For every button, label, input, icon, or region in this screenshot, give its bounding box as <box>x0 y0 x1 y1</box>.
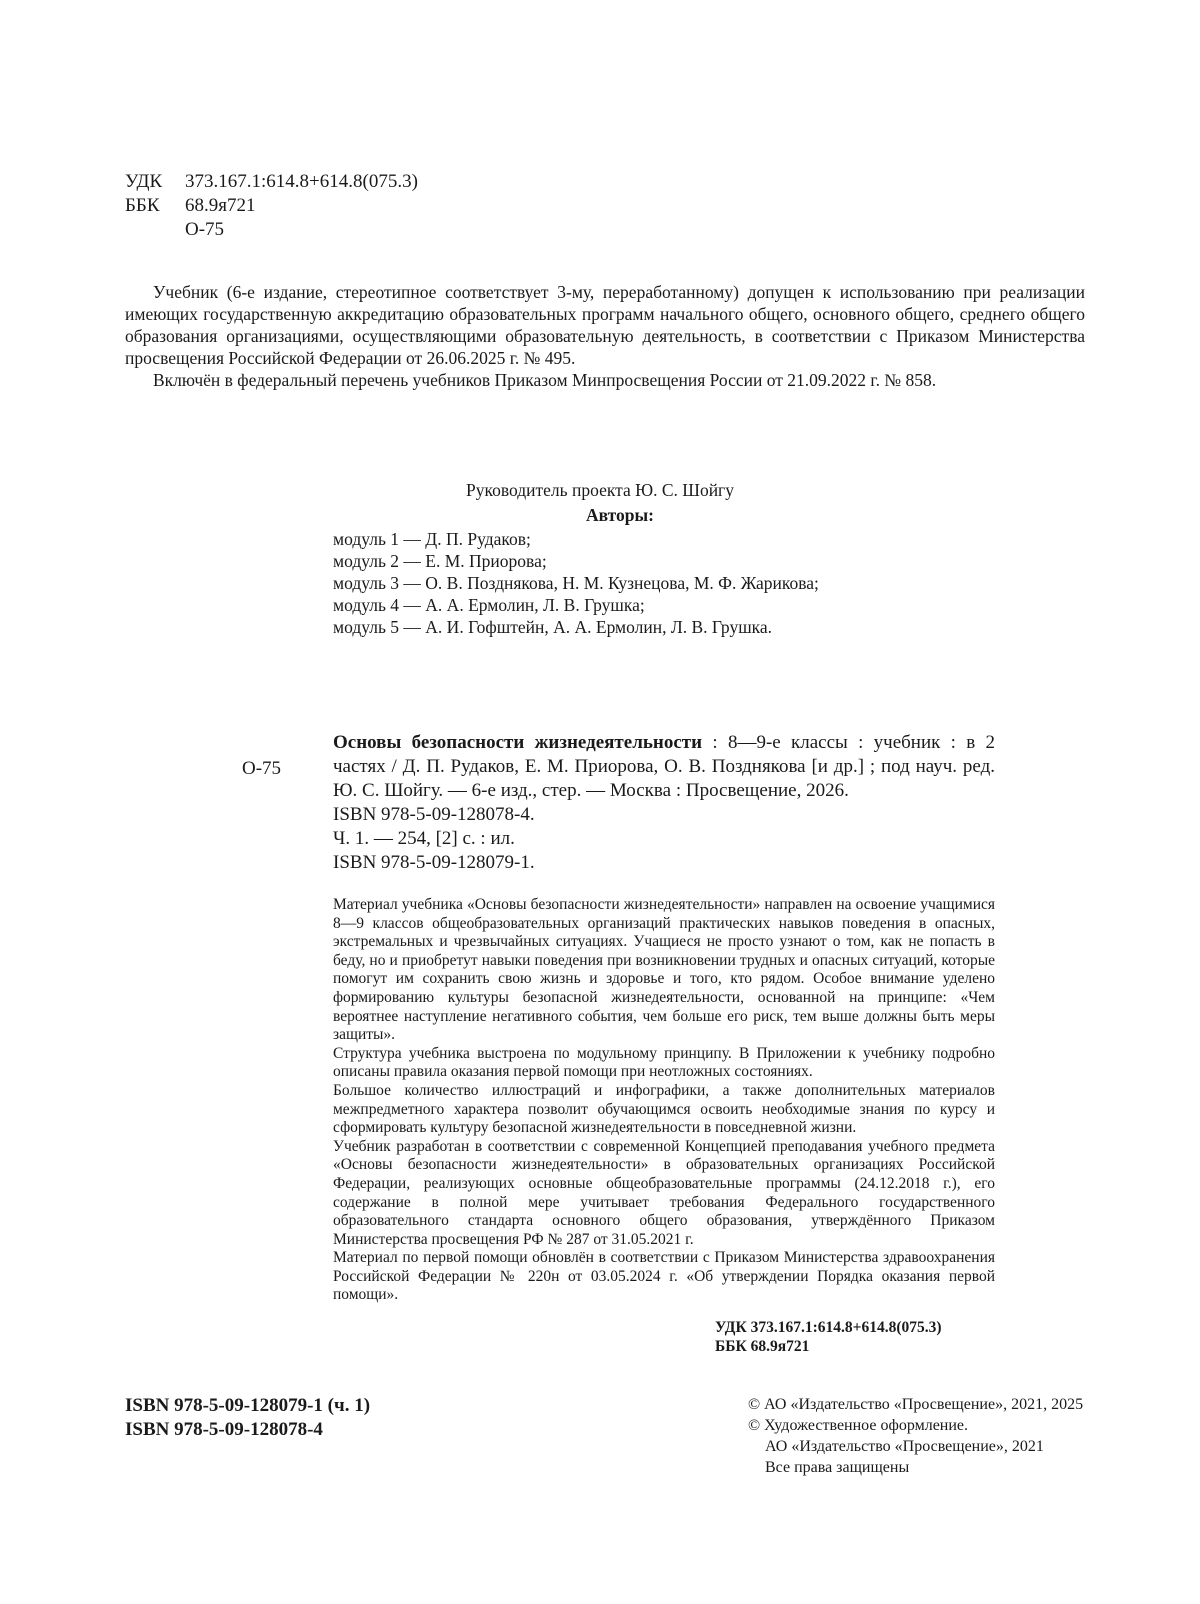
annotation-paragraph: Структура учебника выстроена по модульному принципу. В Приложении к учебнику подробно описаны правила оказания первой помощи при неотложных состояниях. <box>333 1044 995 1081</box>
classification-block <box>125 170 418 242</box>
copyright-line: © Художественное оформление. <box>748 1417 969 1434</box>
author-line: модуль 3 — О. В. Позднякова, Н. М. Кузнецова, М. Ф. Жарикова; <box>333 573 819 593</box>
isbn-set-line: ISBN 978-5-09-128078-4. <box>333 804 535 825</box>
book-title: Основы безопасности жизнедеятельности <box>333 732 703 753</box>
author-line: модуль 4 — А. А. Ермолин, Л. В. Грушка; <box>333 595 645 615</box>
authors-title: Авторы: <box>586 505 654 525</box>
author-mark-row <box>125 218 418 242</box>
bibliographic-description <box>333 731 995 803</box>
udk-value: 373.167.1:614.8+614.8(075.3) <box>185 171 418 192</box>
bottom-udk: УДК 373.167.1:614.8+614.8(075.3) <box>715 1319 942 1336</box>
author-line: модуль 5 — А. И. Гофштейн, А. А. Ермолин, Л. В. Грушка. <box>333 617 773 637</box>
project-lead: Руководитель проекта Ю. С. Шойгу <box>466 480 734 500</box>
part-line: Ч. 1. — 254, [2] с. : ил. <box>333 828 515 849</box>
isbn-part1: ISBN 978-5-09-128079-1 (ч. 1) <box>125 1395 371 1416</box>
author-mark: О-75 <box>185 219 225 240</box>
udk-label: УДК <box>125 171 163 192</box>
udk-row <box>125 170 418 194</box>
isbn-block <box>125 1394 370 1442</box>
annotation <box>333 896 995 1305</box>
bibliographic-code: О-75 <box>242 758 282 779</box>
federal-list-paragraph: Включён в федеральный перечень учебников Приказом Минпросвещения России от 21.09.2022 г. № 858. <box>153 370 937 390</box>
annotation-paragraph: Учебник разработан в соответствии с современной Концепцией преподавания учебного предмета «Основы безопасности жизнедеятельности» в образовательных организациях Российской Федерации, реализующих основные общеобразовательные программы (24.12.2018 г.), его содержание в полной мере учитывает требования Федерального государственного образовательного стандарта основного общего образования, утверждённого Приказом Министерства просвещения РФ № 287 от 31.05.2021 г. <box>333 1137 995 1248</box>
approval-text <box>125 281 1085 391</box>
isbn-set: ISBN 978-5-09-128078-4 <box>125 1419 323 1440</box>
copyright-line: Все права защищены <box>765 1459 910 1476</box>
bbk-row <box>125 194 418 218</box>
copyright-block <box>748 1394 1083 1478</box>
bbk-label: ББК <box>125 195 160 216</box>
bottom-bbk: ББК 68.9я721 <box>715 1338 810 1355</box>
approval-paragraph: Учебник (6-е издание, стереотипное соответствует 3-му, переработанному) допущен к использованию при реализации имеющих государственную аккредитацию образовательных программ начального общего, основного общего, среднего общего образования организациями, осуществляющими образовательную деятельность, в соответствии с Приказом Министерства просвещения Российской Федерации от 26.06.2025 г. № 495. <box>125 282 1085 368</box>
bibliographic-details: : 8—9-е классы : учебник : в 2 частях / Д. П. Рудаков, Е. М. Приорова, О. В. Позднякова [и др.] ; под науч. ред. Ю. С. Шойгу. — 6-е изд., стер. — Москва : Просвещение, 2026. <box>333 732 995 801</box>
author-line: модуль 2 — Е. М. Приорова; <box>333 551 547 571</box>
annotation-paragraph: Материал учебника «Основы безопасности жизнедеятельности» направлен на освоение учащимися 8—9 классов общеобразовательных организаций практических навыков поведения в опасных, экстремальных и чрезвычайных ситуациях. Учащиеся не просто узнают о том, как не попасть в беду, но и приобретут навыки поведения при возникновении трудных и опасных ситуаций, которые помогут им сохранить свою жизнь и здоровье и того, кто рядом. Особое внимание уделено формированию культуры безопасной жизнедеятельности, основанной на принципе: «Чем вероятнее наступление негативного события, чем больше его риск, тем выше должны быть меры защиты». <box>333 896 995 1044</box>
annotation-paragraph: Большое количество иллюстраций и инфографики, а также дополнительных материалов межпредметного характера позволит обучающимся освоить необходимые знания по курсу и сформировать культуру безопасной жизнедеятельности в повседневной жизни. <box>333 1081 995 1137</box>
copyright-line: © АО «Издательство «Просвещение», 2021, 2025 <box>748 1396 1084 1413</box>
author-line: модуль 1 — Д. П. Рудаков; <box>333 529 531 549</box>
copyright-line: АО «Издательство «Просвещение», 2021 <box>765 1438 1044 1455</box>
authors-list <box>333 528 819 638</box>
bibliographic-record <box>333 731 995 875</box>
isbn-part-line: ISBN 978-5-09-128079-1. <box>333 852 535 873</box>
bbk-value: 68.9я721 <box>185 195 256 216</box>
bottom-classification <box>715 1318 942 1356</box>
annotation-paragraph: Материал по первой помощи обновлён в соответствии с Приказом Министерства здравоохранения Российской Федерации № 220н от 03.05.2024 г. «Об утверждении Порядка оказания первой помощи». <box>333 1249 995 1304</box>
